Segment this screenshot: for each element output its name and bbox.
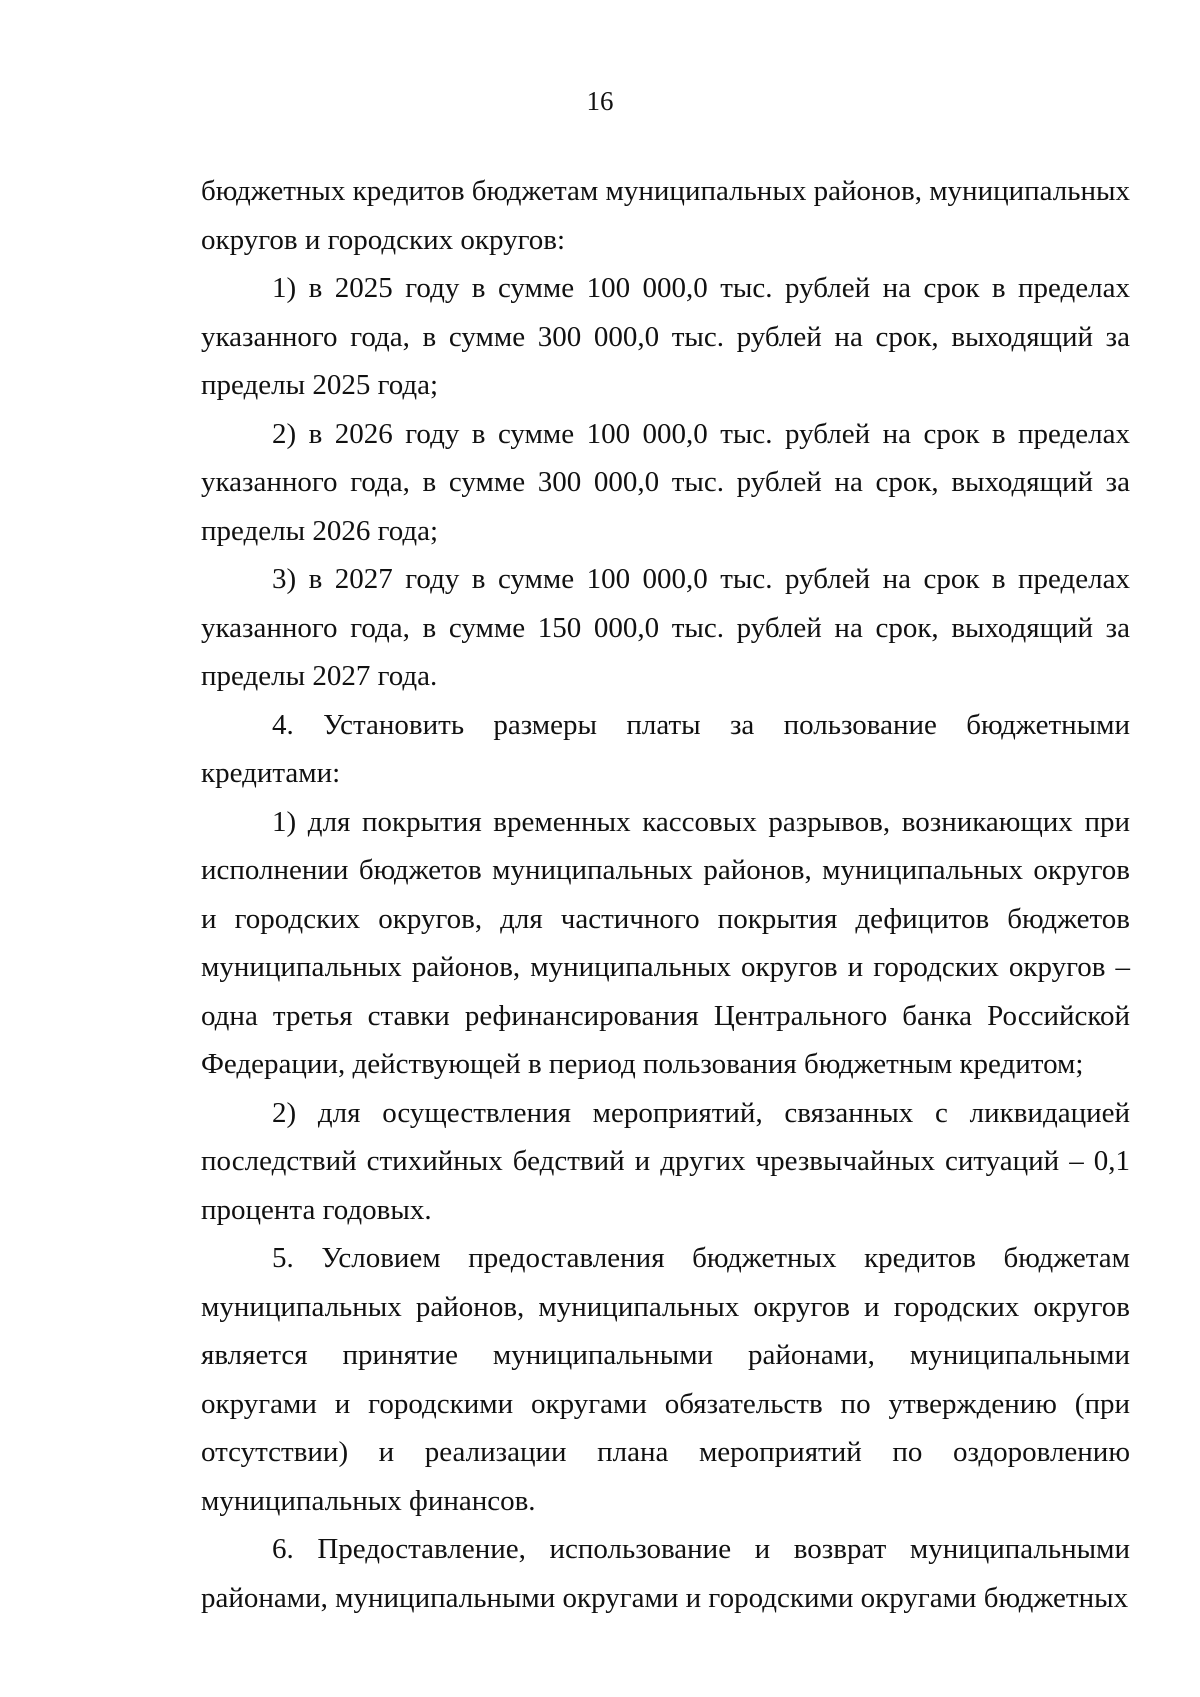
paragraph-clause-4-item-1: 1) для покрытия временных кассовых разрывов, возникающих при исполнении бюджетов муниципальных районов, муниципальных округов и городских округов, для частичного покрытия дефицитов бюджетов муниципальных районов, муниципальных округов и городских округов – одна третья ставки рефинансирования Центрального банка Российской Федерации, действующей в период пользования бюджетным кредитом; xyxy=(201,805,1130,1080)
paragraph-continuation: бюджетных кредитов бюджетам муниципальных районов, муниципальных округов и городских округов: xyxy=(201,175,1130,256)
page-number: 16 xyxy=(586,86,614,116)
paragraph-item-1-2025: 1) в 2025 году в сумме 100 000,0 тыс. рублей на срок в пределах указанного года, в сумме 300 000,0 тыс. рублей на срок, выходящий за пределы 2025 года; xyxy=(201,272,1130,401)
paragraph-clause-4: 4. Установить размеры платы за пользование бюджетными кредитами: xyxy=(201,708,1130,789)
document-body xyxy=(201,167,1130,1622)
paragraph-item-2-2026: 2) в 2026 году в сумме 100 000,0 тыс. рублей на срок в пределах указанного года, в сумме 300 000,0 тыс. рублей на срок, выходящий за пределы 2026 года; xyxy=(201,417,1130,547)
paragraph-clause-4-item-2: 2) для осуществления мероприятий, связанных с ликвидацией последствий стихийных бедствий и других чрезвычайных ситуаций – 0,1 процента годовых. xyxy=(201,1096,1130,1226)
paragraph-clause-5: 5. Условием предоставления бюджетных кредитов бюджетам муниципальных районов, муниципальных округов и городских округов является принятие муниципальными районами, муниципальными округами и городскими округами обязательств по утверждению (при отсутствии) и реализации плана мероприятий по оздоровлению муниципальных финансов. xyxy=(201,1242,1130,1517)
paragraph-item-3-2027: 3) в 2027 году в сумме 100 000,0 тыс. рублей на срок в пределах указанного года, в сумме 150 000,0 тыс. рублей на срок, выходящий за пределы 2027 года. xyxy=(201,563,1130,692)
paragraph-clause-6: 6. Предоставление, использование и возврат муниципальными районами, муниципальными округами и городскими округами бюджетных xyxy=(201,1533,1130,1614)
